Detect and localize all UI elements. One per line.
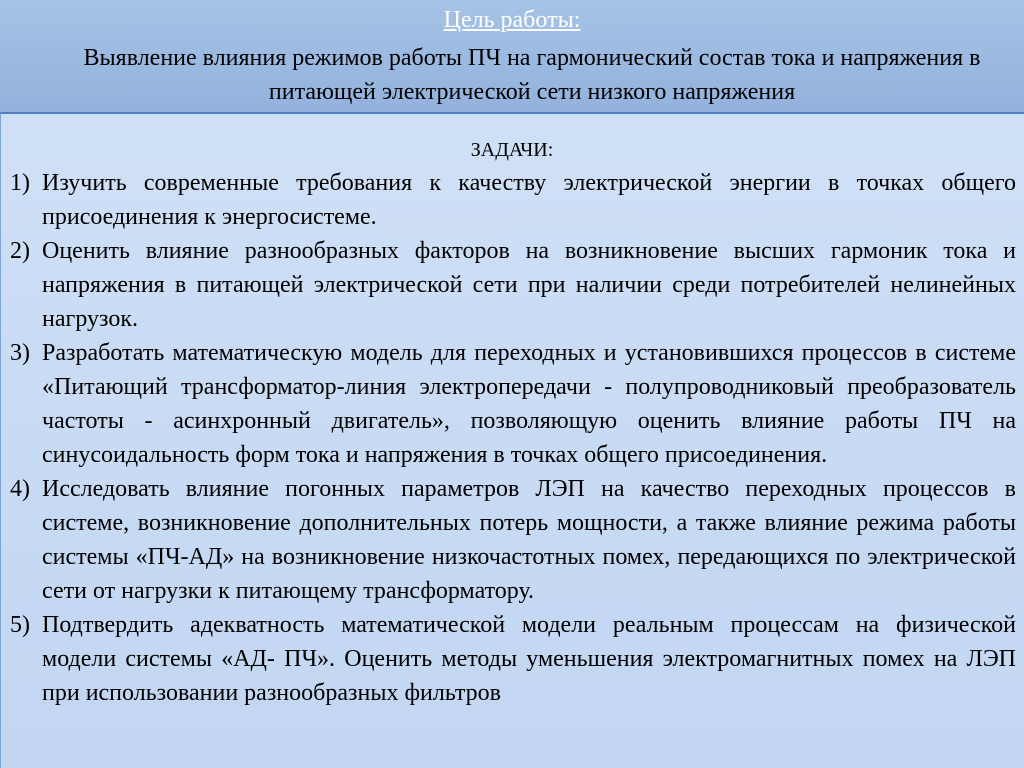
goal-text: Выявление влияния режимов работы ПЧ на гармонический состав тока и напряжения в питающей электрической сети низкого напряжения [83,45,981,105]
task-item [10,608,1016,710]
task-text: Исследовать влияние погонных параметров ЛЭП на качество переходных процессов в системе, возникновение дополнительных потерь мощности, а также влияние режима работы системы «ПЧ-АД» на возникновение низкочастотных помех, передающихся по электрической сети от нагрузки к питающему трансформатору. [42,476,1016,604]
task-text: Подтвердить адекватность математической модели реальным процессам на физической модели системы «АД- ПЧ». Оценить методы уменьшения электромагнитных помех на ЛЭП при использовании разнообразных фильтров [42,612,1016,706]
task-text: Разработать математическую модель для переходных и установившихся процессов в системе «Питающий трансформатор-линия электропередачи - полупроводниковый преобразователь частоты - асинхронный двигатель», позволяющую оценить влияние работы ПЧ на синусоидальность форм тока и напряжения в точках общего присоединения. [42,340,1016,468]
task-number: 1) [10,170,30,196]
task-item [10,166,1016,234]
task-text: Изучить современные требования к качеству электрической энергии в точках общего присоединения к энергосистеме. [42,170,1016,230]
slide-header [0,0,1024,112]
task-number: 5) [10,612,30,638]
goal-title: Цель работы: [443,7,581,33]
task-number: 3) [10,340,30,366]
task-text: Оценить влияние разнообразных факторов на возникновение высших гармоник тока и напряжения в питающей электрической сети при наличии среди потребителей нелинейных нагрузок. [42,238,1016,332]
task-item [10,234,1016,336]
task-number: 4) [10,476,30,502]
task-item [10,472,1016,608]
tasks-heading: ЗАДАЧИ: [470,139,554,161]
tasks-list [10,166,1016,710]
task-number: 2) [10,238,30,264]
task-item [10,336,1016,472]
